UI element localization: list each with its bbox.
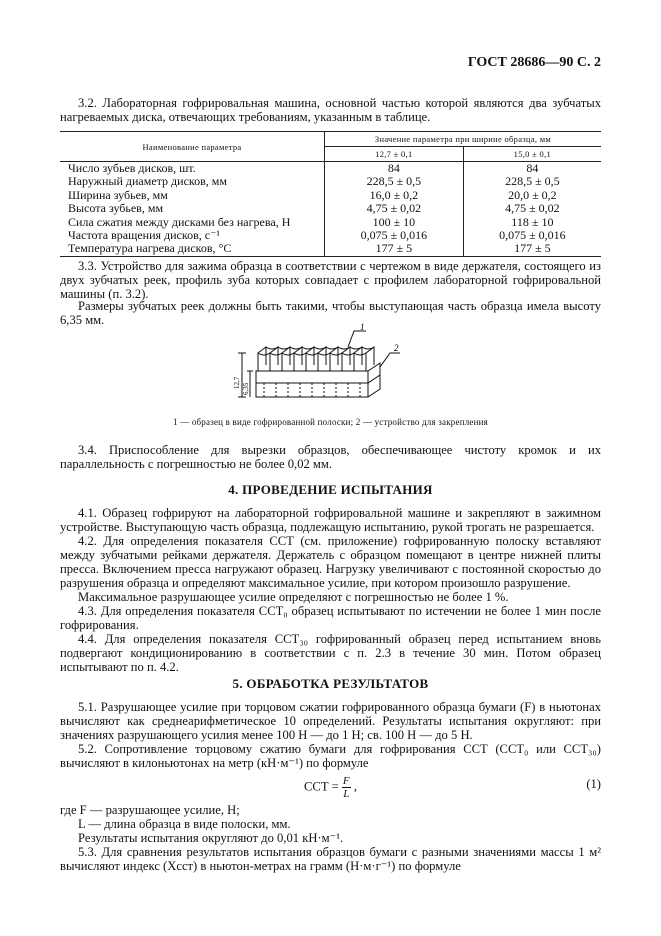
paragraph-5-1: 5.1. Разрушающее усилие при торцовом сжатии гофрированного образца бумаги (F) в ньютонах вычисляют как среднеарифметическое 10 определений. Результаты испытания округляют: при значениях разрушающего усилия менее 100 Н — до 1 Н; св. 100 Н — до 5 Н. xyxy=(60,700,601,742)
table-row xyxy=(60,202,601,215)
paragraph-5-2: 5.2. Сопротивление торцовому сжатию бумаги для гофрирования ССТ (ССТ₀ или ССТ₃₀) вычисляют в килоньютонах на метр (кН·м⁻¹) по формуле xyxy=(60,742,601,770)
figure-label-2: 2 xyxy=(394,343,399,353)
table-row xyxy=(60,216,601,229)
table-row xyxy=(60,162,601,176)
formula-tail: , xyxy=(353,779,357,794)
row-value-1: 0,075 ± 0,016 xyxy=(325,229,464,242)
where-f: где F — разрушающее усилие, Н; xyxy=(60,803,240,817)
dimension-12-7: 12,7 xyxy=(233,376,241,389)
where-l: L — длина образца в виде полоски, мм. xyxy=(78,817,291,831)
paragraph-4-3: 4.3. Для определения показателя ССТ₀ образец испытывают по истечении не более 1 мин после гофрирования. xyxy=(60,604,601,632)
formula-denominator: L xyxy=(343,788,350,800)
table-row xyxy=(60,229,601,242)
formula-lhs: ССТ = xyxy=(304,779,339,794)
figure-caption: 1 — образец в виде гофрированной полоски; 2 — устройство для закрепления xyxy=(173,417,488,427)
row-name: Наружный диаметр дисков, мм xyxy=(68,174,227,189)
dimension-6-35: 6,35 xyxy=(242,382,250,395)
page-header: ГОСТ 28686—90 С. 2 xyxy=(467,55,601,70)
row-value-2: 118 ± 10 xyxy=(463,216,601,229)
parameters-table xyxy=(60,131,601,257)
clamp-device-drawing xyxy=(228,323,428,409)
formula-fraction xyxy=(342,775,351,800)
paragraph-3-3-dimensions: Размеры зубчатых реек должны быть такими, чтобы выступающая часть образца имела высоту 6,35 мм. xyxy=(60,299,601,327)
row-name: Сила сжатия между дисками без нагрева, Н xyxy=(68,214,291,229)
section-4-heading: 4. ПРОВЕДЕНИЕ ИСПЫТАНИЯ xyxy=(228,482,433,497)
paragraph-4-1: 4.1. Образец гофрируют на лабораторной гофрировальной машине и закрепляют в зажимном устройстве. Выступающую часть образца, подлежащую испытанию, рукой трогать не разрешается. xyxy=(60,506,601,534)
section-5-heading: 5. ОБРАБОТКА РЕЗУЛЬТАТОВ xyxy=(232,676,429,691)
formula-numerator: F xyxy=(342,775,350,787)
row-value-2: 177 ± 5 xyxy=(463,242,601,256)
table-row xyxy=(60,189,601,202)
table-row xyxy=(60,175,601,188)
row-name: Ширина зубьев, мм xyxy=(68,187,168,202)
paragraph-3-3: 3.3. Устройство для зажима образца в соответствии с чертежом в виде держателя, состоящего из двух зубчатых реек, профиль зуба которых совпадает с профилем лабораторной гофрировальной машины (п. 3.2). xyxy=(60,259,601,301)
paragraph-4-2-accuracy: Максимальное разрушающее усилие определяют с погрешностью не более 1 %. xyxy=(78,590,509,604)
row-value-1: 177 ± 5 xyxy=(325,242,464,256)
paragraph-3-2: 3.2. Лабораторная гофрировальная машина, основной частью которой являются два зубчатых нагреваемых диска, отвечающих требованиям, указанным в таблице. xyxy=(60,96,601,124)
table-header-name: Наименование параметра xyxy=(60,132,325,162)
row-value-2: 20,0 ± 0,2 xyxy=(463,189,601,202)
row-value-2: 0,075 ± 0,016 xyxy=(463,229,601,242)
table-header-value: Значение параметра при ширине образца, мм xyxy=(325,132,602,147)
formula-number: (1) xyxy=(586,777,601,791)
paragraph-4-4: 4.4. Для определения показателя ССТ₃₀ гофрированный образец перед испытанием вновь подвергают кондиционированию в соответствии с п. 2.3 в течение 30 мин. Потом образец испытывают по п. 4.2. xyxy=(60,632,601,674)
row-name: Высота зубьев, мм xyxy=(68,201,164,216)
row-value-2: 84 xyxy=(463,162,601,176)
row-name: Температура нагрева дисков, °С xyxy=(60,242,325,256)
row-name: Число зубьев дисков, шт. xyxy=(68,161,196,175)
row-value-1: 100 ± 10 xyxy=(325,216,464,229)
row-value-1: 228,5 ± 0,5 xyxy=(325,175,464,188)
rounding-note: Результаты испытания округляют до 0,01 кН·м⁻¹. xyxy=(78,831,344,845)
formula-1 xyxy=(60,775,601,805)
row-value-2: 4,75 ± 0,02 xyxy=(463,202,601,215)
paragraph-3-4: 3.4. Приспособление для вырезки образцов, обеспечивающее чистоту кромок и их параллельность с погрешностью не более 0,02 мм. xyxy=(60,443,601,471)
table-header-width-1: 12,7 ± 0,1 xyxy=(325,147,464,162)
table-row xyxy=(60,242,601,256)
row-value-2: 228,5 ± 0,5 xyxy=(463,175,601,188)
figure-label-1: 1 xyxy=(360,323,365,332)
paragraph-4-2: 4.2. Для определения показателя ССТ (см. приложение) гофрированную полоску вставляют между зубчатыми рейками держателя. Держатель с образцом помещают в центре нижней плиты пресса. Включением пресса нагружают образец. Нагрузку увеличивают с постоянной скоростью до разрушения образца и определяют максимальное усилие, при котором произошло разрушение. xyxy=(60,534,601,590)
row-name: Частота вращения дисков, с⁻¹ xyxy=(68,228,221,243)
row-value-1: 4,75 ± 0,02 xyxy=(325,202,464,215)
row-value-1: 84 xyxy=(325,162,464,176)
row-value-1: 16,0 ± 0,2 xyxy=(325,189,464,202)
paragraph-5-3: 5.3. Для сравнения результатов испытания образцов бумаги с разными значениями массы 1 м² вычисляют индекс (Xсст) в ньютон-метрах на грамм (Н·м·г⁻¹) по формуле xyxy=(60,845,601,873)
table-header-width-2: 15,0 ± 0,1 xyxy=(463,147,601,162)
